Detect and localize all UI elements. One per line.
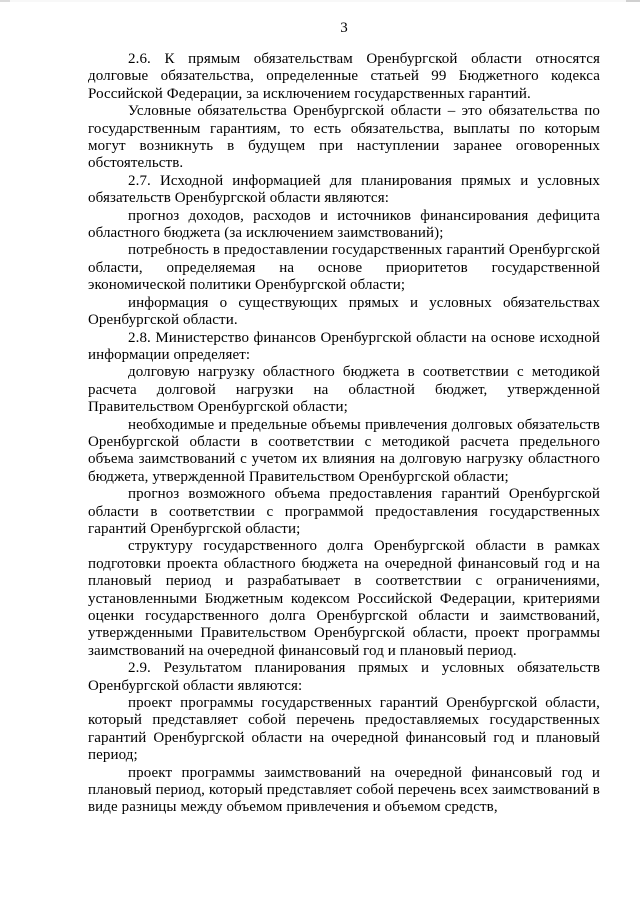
paragraph: Условные обязательства Оренбургской области – это обязательства по государственным гарантиям, то есть обязательства, выплаты по которым могут возникнуть в будущем при наступлении заранее оговоренных обстоятельств. [88,103,600,172]
paragraph: проект программы государственных гарантий Оренбургской области, который представляет собой перечень предоставляемых государственных гарантий Оренбургской области на очередной финансовый год и плановый период; [88,695,600,764]
paragraph: потребность в предоставлении государственных гарантий Оренбургской области, определяемая на основе приоритетов государственной экономической политики Оренбургской области; [88,242,600,294]
paragraph: прогноз возможного объема предоставления гарантий Оренбургской области в соответствии с программой предоставления государственных гарантий Оренбургской области; [88,486,600,537]
paragraph: 2.7. Исходной информацией для планирования прямых и условных обязательств Оренбургской области являются: [88,172,600,207]
paragraph: 2.9. Результатом планирования прямых и условных обязательств Оренбургской области являются: [88,660,600,694]
paragraph: прогноз доходов, расходов и источников финансирования дефицита областного бюджета (за исключением заимствований); [88,207,600,242]
page-number: 3 [340,20,348,36]
paragraph: информация о существующих прямых и условных обязательствах Оренбургской области. [88,294,600,329]
document-body [88,51,600,817]
paragraph: долговую нагрузку областного бюджета в соответствии с методикой расчета долговой нагрузки на областной бюджет, утвержденной Правительством Оренбургской области; [88,364,600,416]
paragraph: структуру государственного долга Оренбургской области в рамках подготовки проекта областного бюджета на очередной финансовый год и на плановый период и разрабатывает в соответствии с ограничениями, установленными Бюджетным кодексом Российской Федерации, критериями оценки государственного долга Оренбургской области и заимствований, утвержденными Правительством Оренбургской области, проект программы заимствований на очередной финансовый год и плановый период. [88,538,600,659]
paragraph: 2.8. Министерство финансов Оренбургской области на основе исходной информации определяет: [88,329,600,363]
paragraph: проект программы заимствований на очередной финансовый год и плановый период, который представляет собой перечень всех заимствований в виде разницы между объемом привлечения и объемом средств, [88,764,600,816]
scan-edge-artifact [0,0,640,2]
paragraph: необходимые и предельные объемы привлечения долговых обязательств Оренбургской области в соответствии с методикой расчета предельного объема заимствований с учетом их влияния на долговую нагрузку областного бюджета, утвержденной Правительством Оренбургской области; [88,416,600,485]
paragraph: 2.6. К прямым обязательствам Оренбургской области относятся долговые обязательства, определенные статьей 99 Бюджетного кодекса Российской Федерации, за исключением государственных гарантий. [88,51,600,102]
